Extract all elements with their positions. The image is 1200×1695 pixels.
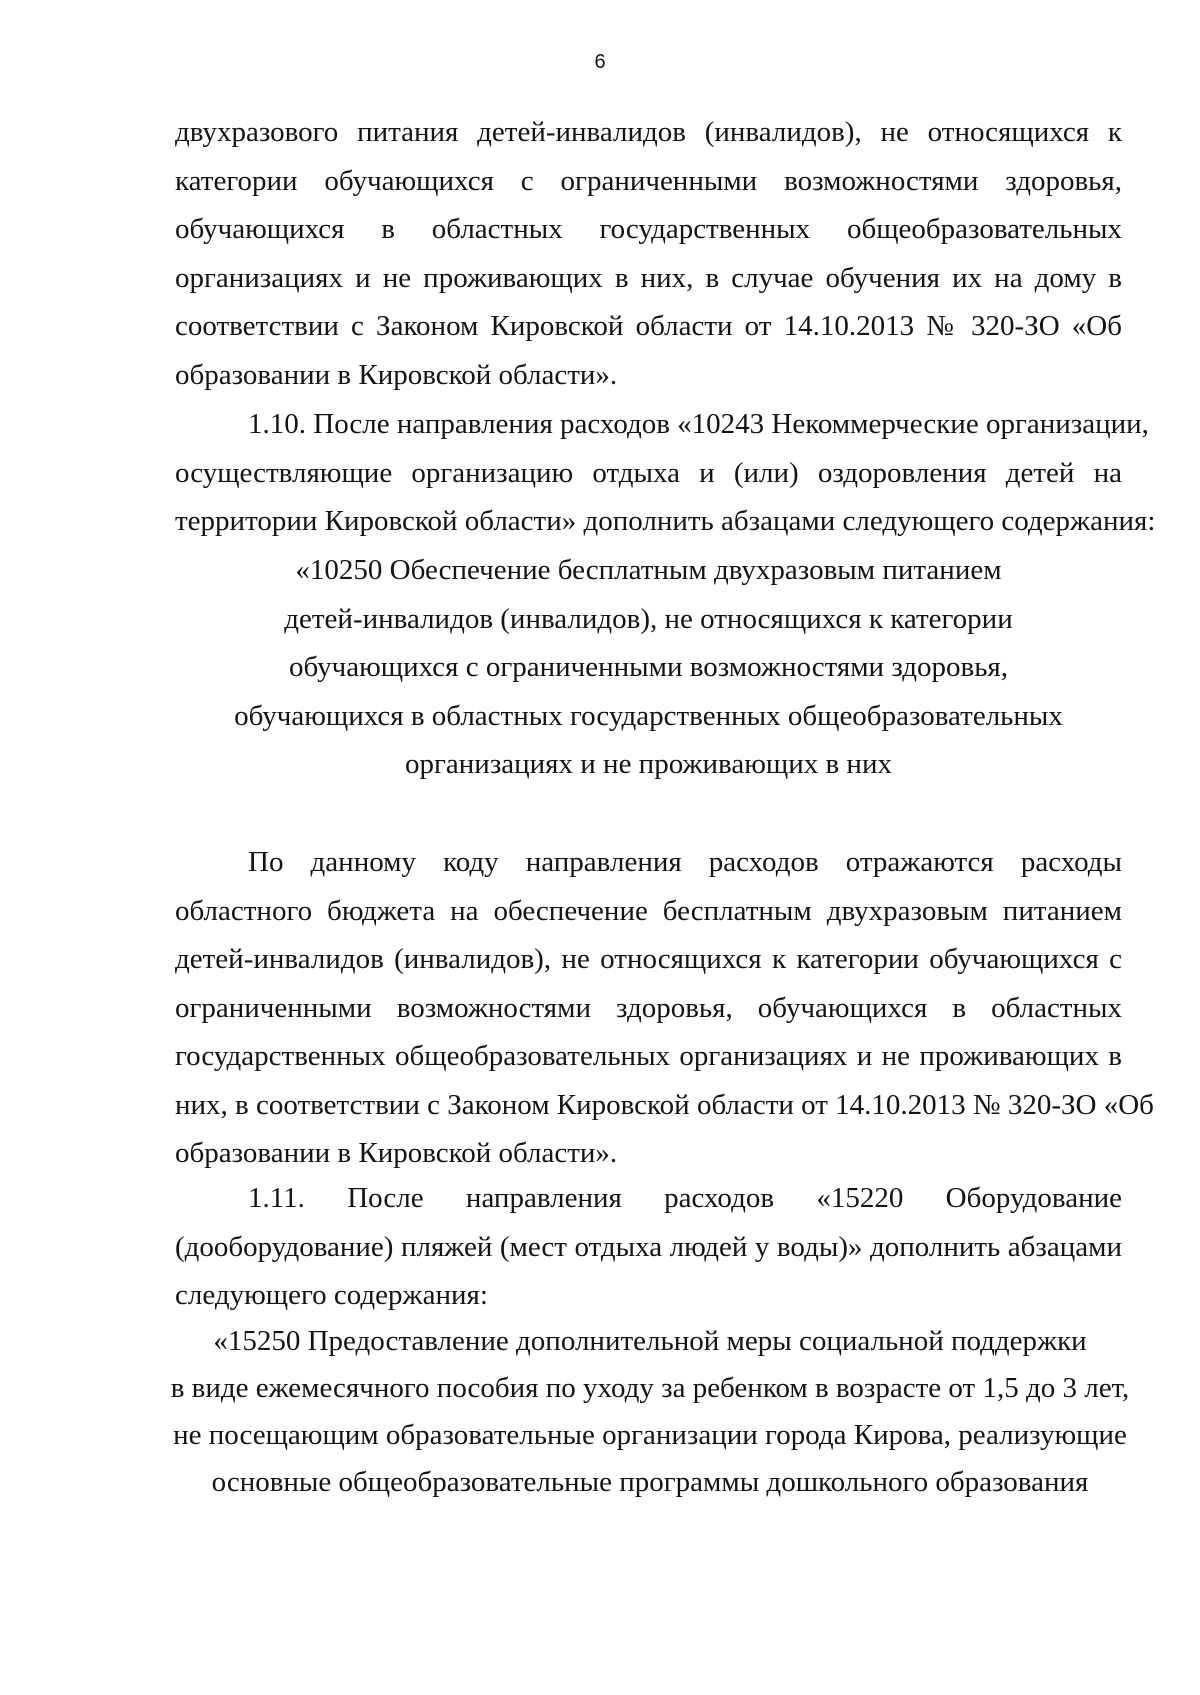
text-line: них, в соответствии с Законом Кировской области от 14.10.2013 № 320-ЗО «Об xyxy=(175,1088,1154,1121)
text-line: обучающихся в областных государственных общеобразовательных xyxy=(175,213,1122,245)
text-line: категории обучающихся с ограниченными возможностями здоровья, xyxy=(175,164,1122,197)
heading-line: «10250 Обеспечение бесплатным двухразовым питанием xyxy=(295,554,1002,586)
text-line: 1.10. После направления расходов «10243 Некоммерческие организации, xyxy=(248,408,1149,440)
paragraph-item-1-11 xyxy=(175,1174,1122,1320)
text-line: государственных общеобразовательных организациях и не проживающих в xyxy=(175,1040,1122,1072)
text-line: территории Кировской области» дополнить абзацами следующего содержания: xyxy=(175,505,1156,537)
heading-line: обучающихся в областных государственных общеобразовательных xyxy=(234,699,1063,732)
heading-line: «15250 Предоставление дополнительной меры социальной поддержки xyxy=(213,1325,1087,1357)
text-line: двухразового питания детей-инвалидов (инвалидов), не относящихся к xyxy=(175,116,1122,148)
text-line: По данному коду направления расходов отражаются расходы xyxy=(248,846,1122,878)
heading-line: детей-инвалидов (инвалидов), не относящихся к категории xyxy=(284,602,1013,635)
heading-line: основные общеобразовательные программы дошкольного образования xyxy=(211,1466,1089,1498)
heading-line: организациях и не проживающих в них xyxy=(405,748,892,781)
page-number: 6 xyxy=(594,51,606,73)
text-line: (дооборудование) пляжей (мест отдыха людей у воды)» дополнить абзацами xyxy=(175,1230,1122,1263)
text-line: ограниченными возможностями здоровья, обучающихся в областных xyxy=(175,991,1122,1024)
heading-line: в виде ежемесячного пособия по уходу за ребенком в возрасте от 1,5 до 3 лет, xyxy=(170,1372,1130,1404)
expense-code-heading-15250 xyxy=(170,1318,1130,1506)
text-line: образовании в Кировской области». xyxy=(175,1137,618,1169)
heading-line: обучающихся с ограниченными возможностями здоровья, xyxy=(288,651,1009,684)
text-line: образовании в Кировской области». xyxy=(175,358,618,391)
paragraph-continuation xyxy=(175,108,1122,399)
text-line: 1.11. После направления расходов «15220 Оборудование xyxy=(248,1182,1122,1214)
paragraph-item-1-10 xyxy=(175,400,1156,546)
text-line: областного бюджета на обеспечение бесплатным двухразовым питанием xyxy=(175,894,1122,927)
text-line: следующего содержания: xyxy=(175,1279,488,1311)
paragraph-description-10250 xyxy=(175,838,1154,1178)
text-line: организациях и не проживающих в них, в случае обучения их на дому в xyxy=(175,261,1122,294)
text-line: соответствии с Законом Кировской области от 14.10.2013 № 320-ЗО «Об xyxy=(175,310,1122,342)
text-line: осуществляющие организацию отдыха и (или) оздоровления детей на xyxy=(175,456,1122,489)
heading-line: не посещающим образовательные организации города Кирова, реализующие xyxy=(173,1419,1127,1451)
expense-code-heading-10250 xyxy=(175,546,1122,789)
text-line: детей-инвалидов (инвалидов), не относящихся к категории обучающихся с xyxy=(175,943,1122,975)
